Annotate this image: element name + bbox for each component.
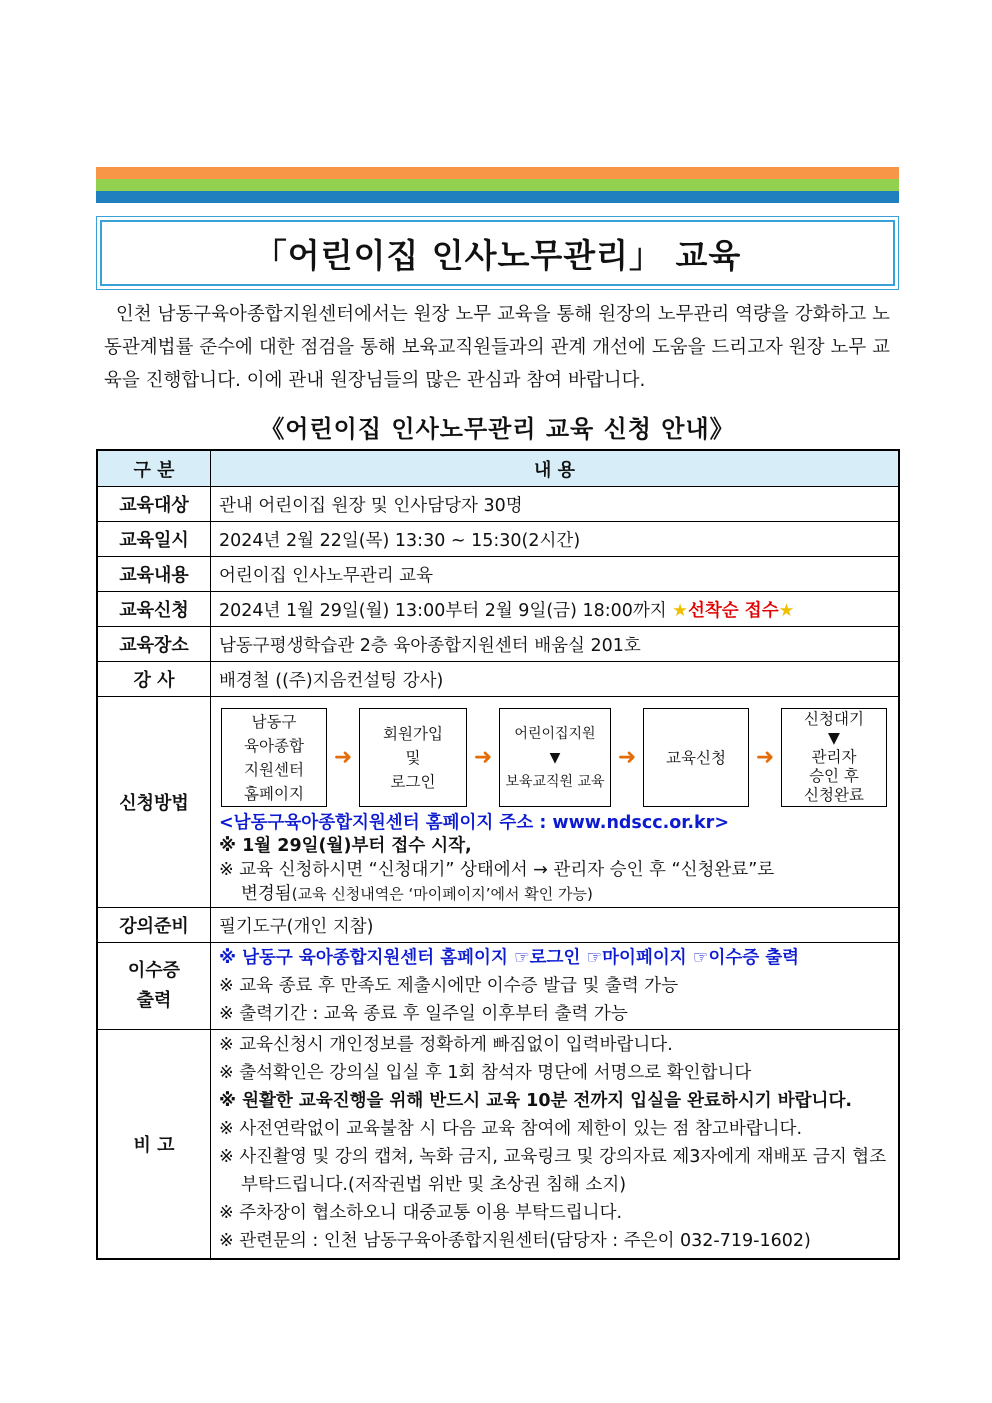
star-icon: ★	[778, 600, 795, 621]
flow-text: 회원가입	[383, 724, 443, 743]
flow-text: 어린이집지원	[514, 725, 596, 742]
prep-value: 필기도구(개인 지참)	[211, 908, 900, 943]
flow-text: 로그인	[390, 772, 436, 791]
triangle-down-icon: ▼	[828, 729, 840, 747]
apply-value: 2024년 1월 29일(월) 13:00부터 2월 9일(금) 18:00까지	[219, 600, 667, 621]
target-value: 관내 어린이집 원장 및 인사담당자 30명	[211, 487, 900, 522]
flow-step-homepage	[221, 708, 327, 807]
note-item: ※ 사전연락없이 교육불참 시 다음 교육 참여에 제한이 있는 점 참고바랍니다.	[219, 1119, 803, 1139]
note-item: ※ 주차장이 협소하오니 대중교통 이용 부탁드립니다.	[219, 1203, 623, 1223]
homepage-address-link[interactable]: <남동구육아종합지원센터 홈페이지 주소 : www.ndscc.or.kr>	[219, 813, 729, 833]
arrow-right-icon: ➜	[333, 745, 353, 770]
flow-text: 신청완료	[804, 786, 864, 804]
status-notice: ※ 교육 신청하시면 “신청대기” 상태에서 → 관리자 승인 후 “신청완료”로	[219, 860, 775, 880]
status-notice-2	[219, 883, 890, 905]
flow-text: 관리자	[811, 748, 857, 766]
table-row	[97, 557, 899, 592]
arrow-right-icon: ➜	[755, 745, 775, 770]
arrow-right-icon: ➜	[473, 745, 493, 770]
table-header-row	[97, 450, 899, 487]
blue-bar	[96, 191, 899, 203]
arrow-right-icon: ➜	[617, 745, 637, 770]
start-notice: ※ 1월 29일(월)부터 접수 시작,	[219, 836, 472, 856]
note-label: 비 고	[97, 1030, 211, 1260]
cert-label-line: 출력	[136, 990, 172, 1011]
table-row	[97, 943, 899, 1030]
method-cell	[211, 697, 900, 908]
flow-step-apply	[643, 708, 749, 807]
flow-text: 지원센터	[244, 760, 304, 779]
content-value: 어린이집 인사노무관리 교육	[211, 557, 900, 592]
header-content: 내 용	[211, 450, 900, 487]
title-box	[96, 216, 899, 290]
table-row	[97, 908, 899, 943]
note-item: ※ 출석확인은 강의실 입실 후 1회 참석자 명단에 서명으로 확인합니다	[219, 1063, 752, 1083]
table-row	[97, 627, 899, 662]
notes-cell	[211, 1030, 900, 1260]
cert-condition: ※ 교육 종료 후 만족도 제출시에만 이수증 발급 및 출력 가능	[219, 976, 679, 996]
cert-cell	[211, 943, 900, 1030]
intro-text: 인천 남동구육아종합지원센터에서는 원장 노무 교육을 통해 원장의 노무관리 역량을 강화하고 노동관계법률 준수에 대한 점검을 통해 보육교직원들과의 관계 개선에 도움을 드리고자 원장 노무 교육을 진행합니다. 이에 관내 원장님들의 많은 관심과 참여 바랍니다.	[104, 304, 890, 391]
note-item: ※ 교육신청시 개인정보를 정확하게 빠짐없이 입력바랍니다.	[219, 1035, 673, 1055]
note-item: ※ 사진촬영 및 강의 캡쳐, 녹화 금지, 교육링크 및 강의자료 제3자에게 재배포 금지 협조부탁드립니다.(저작권법 위반 및 초상권 침해 소지)	[219, 1147, 887, 1195]
place-label: 교육장소	[97, 627, 211, 662]
first-come-badge: 선착순 접수	[688, 600, 779, 621]
status-text: 변경됨	[241, 884, 292, 904]
flow-text: 홈페이지	[244, 784, 304, 803]
place-value: 남동구평생학습관 2층 육아종합지원센터 배움실 201호	[211, 627, 900, 662]
flow-step-login	[359, 708, 467, 807]
flow-text: 및	[405, 748, 421, 767]
lecturer-value: 배경철 ((주)지음컨설팅 강사)	[211, 662, 900, 697]
content-label: 교육내용	[97, 557, 211, 592]
flow-step-menu	[499, 708, 611, 807]
date-label: 교육일시	[97, 522, 211, 557]
header-category: 구 분	[97, 450, 211, 487]
flow-step-complete	[781, 708, 887, 807]
date-value: 2024년 2월 22일(목) 13:30 ~ 15:30(2시간)	[211, 522, 900, 557]
cert-label-line: 이수증	[127, 960, 181, 981]
table-row	[97, 487, 899, 522]
table-row	[97, 522, 899, 557]
cert-steps: ※ 남동구 육아종합지원센터 홈페이지 ☞로그인 ☞마이페이지 ☞이수증 출력	[219, 948, 800, 968]
apply-label: 교육신청	[97, 592, 211, 627]
apply-cell	[211, 592, 900, 627]
method-label: 신청방법	[97, 697, 211, 908]
note-item: ※ 원활한 교육진행을 위해 반드시 교육 10분 전까지 입실을 완료하시기 바랍니다.	[219, 1091, 852, 1111]
flow-text: 보육교직원 교육	[505, 773, 605, 790]
flow-text: 신청대기	[804, 710, 864, 728]
star-icon: ★	[672, 600, 688, 621]
table-row	[97, 1030, 899, 1260]
flow-text: 육아종합	[244, 736, 304, 755]
triangle-down-icon: ▼	[549, 749, 561, 766]
cert-period: ※ 출력기간 : 교육 종료 후 일주일 이후부터 출력 가능	[219, 1004, 628, 1024]
info-table	[96, 449, 900, 1260]
table-row	[97, 697, 899, 908]
target-label: 교육대상	[97, 487, 211, 522]
note-item: ※ 관련문의 : 인천 남동구육아종합지원센터(담당자 : 주은이 032-719-1602)	[219, 1231, 811, 1251]
cert-label	[97, 943, 211, 1030]
flow-text: 남동구	[251, 712, 297, 731]
table-row	[97, 662, 899, 697]
flow-text: 교육신청	[666, 748, 726, 767]
subtitle: 《어린이집 인사노무관리 교육 신청 안내》	[260, 415, 735, 443]
header-color-bars	[96, 167, 899, 203]
apply-flow	[221, 708, 890, 807]
page-title: 「어린이집 인사노무관리」 교육	[100, 220, 895, 286]
flow-text: 승인 후	[809, 767, 859, 785]
orange-bar	[96, 167, 899, 179]
green-bar	[96, 179, 899, 191]
table-row	[97, 592, 899, 627]
status-small-text: (교육 신청내역은 ‘마이페이지’에서 확인 가능)	[291, 885, 593, 903]
intro-paragraph	[104, 298, 890, 397]
lecturer-label: 강 사	[97, 662, 211, 697]
prep-label: 강의준비	[97, 908, 211, 943]
